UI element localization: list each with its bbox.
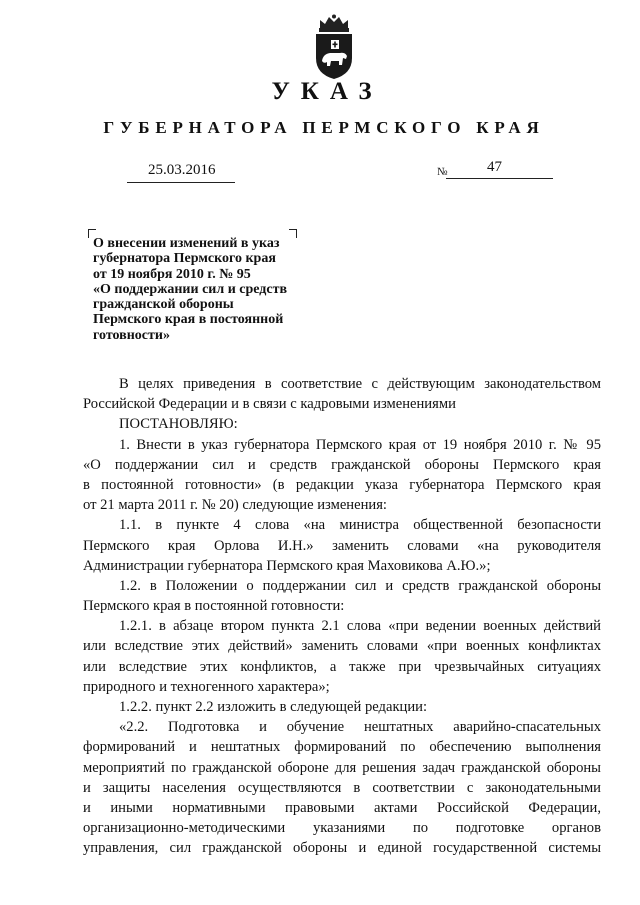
body-line: 1.1. в пункте 4 слова «на министра общественной безопасности <box>119 517 601 534</box>
heading-line: О внесении изменений в указ <box>93 236 280 251</box>
body-line: и иными нормативными правовыми актами Российской Федерации, <box>83 799 601 816</box>
body-line: организационно-методическими указаниями по подготовке органов <box>83 820 601 837</box>
coat-of-arms-icon <box>311 14 357 80</box>
body-line: формирований и нештатных формирований по обеспечению выполнения <box>83 739 601 756</box>
decree-date: 25.03.2016 <box>148 162 216 178</box>
body-line: и защиты населения осуществляются в соответствии с законодательными <box>83 779 601 796</box>
number-sign: № <box>437 166 448 178</box>
heading-line: «О поддержании сил и средств <box>93 281 288 297</box>
decree-body <box>83 374 601 859</box>
body-line: в постоянной готовности» (в редакции указа губернатора Пермского края <box>83 476 601 493</box>
body-line: от 21 марта 2011 г. № 20) следующие изменения: <box>83 497 387 514</box>
body-line: Пермского края Орлова И.Н.» заменить словами «на руководителя <box>83 537 601 554</box>
body-line: «О поддержании сил и средств гражданской обороны Пермского края <box>83 456 601 473</box>
decree-number: 47 <box>487 159 502 175</box>
decree-heading <box>93 236 313 343</box>
body-line: мероприятий по гражданской обороне для решения задач гражданской обороны <box>83 759 601 776</box>
body-line: или вследствие этих конфликтов, а также при чрезвычайных ситуациях <box>83 658 601 675</box>
body-line: В целях приведения в соответствие с действующим законодательством <box>119 376 601 392</box>
body-line: 1. Внести в указ губернатора Пермского края от 19 ноября 2010 г. № 95 <box>119 436 601 453</box>
heading-line: готовности» <box>93 327 170 343</box>
body-line: Пермского края в постоянной готовности: <box>83 598 345 615</box>
heading-line: губернатора Пермского края <box>93 251 276 267</box>
body-line: «2.2. Подготовка и обучение нештатных аварийно-спасательных <box>119 719 601 736</box>
heading-line: Пермского края в постоянной <box>93 312 284 328</box>
body-line: или вследствие этих действий» заменить словами «при военных конфликтах <box>83 638 601 655</box>
body-line: Российской Федерации и в связи с кадровыми изменениями <box>83 396 456 413</box>
body-line: управления, сил гражданской обороны и единой государственной системы <box>83 840 601 857</box>
heading-line: гражданской обороны <box>93 297 234 313</box>
document-title: УКАЗ <box>271 78 383 105</box>
body-line: 1.2.2. пункт 2.2 изложить в следующей редакции: <box>119 699 428 715</box>
body-line: ПОСТАНОВЛЯЮ: <box>119 416 238 433</box>
body-line: природного и техногенного характера»; <box>83 678 330 695</box>
body-line: Администрации губернатора Пермского края Маховикова А.Ю.»; <box>83 557 491 574</box>
document-subtitle: ГУБЕРНАТОРА ПЕРМСКОГО КРАЯ <box>103 118 545 137</box>
body-line: 1.2. в Положении о поддержании сил и средств гражданской обороны <box>119 577 601 594</box>
body-line: 1.2.1. в абзаце втором пункта 2.1 слова «при ведении военных действий <box>119 618 601 635</box>
heading-line: от 19 ноября 2010 г. № 95 <box>93 266 251 282</box>
